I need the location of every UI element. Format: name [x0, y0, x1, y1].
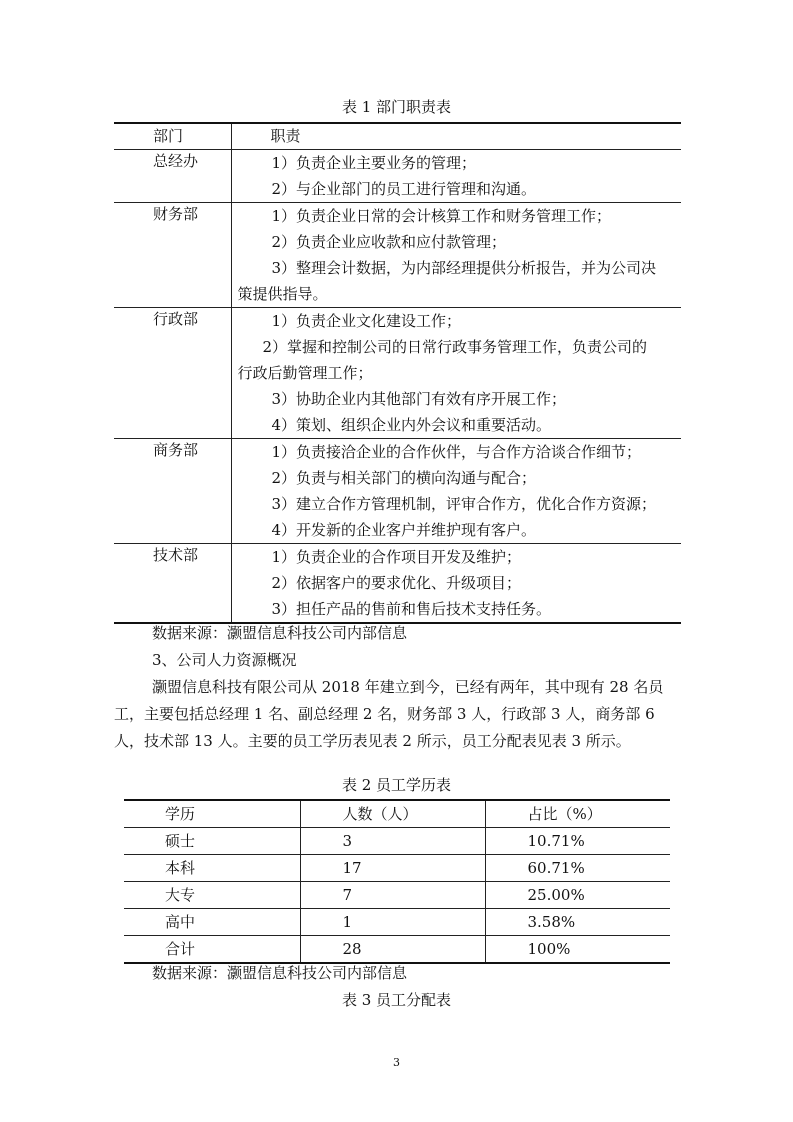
- dept-cell: 商务部: [114, 439, 231, 544]
- paragraph-line: 人，技术部 13 人。主要的员工学历表见表 2 所示，员工分配表见表 3 所示。: [114, 732, 631, 750]
- duty-line: 策提供指导。: [237, 285, 328, 303]
- duty-line: 3）整理会计数据，为内部经理提供分析报告，并为公司决: [271, 259, 657, 277]
- table-cell: 硕士: [124, 828, 300, 855]
- table-row: [124, 909, 670, 936]
- table-cell: 合计: [124, 936, 300, 964]
- header-ratio: 占比（%）: [485, 800, 670, 828]
- table-row: [114, 439, 681, 544]
- table-cell: 25.00%: [485, 882, 670, 909]
- page-number: 3: [393, 1056, 400, 1069]
- table-cell: 高中: [124, 909, 300, 936]
- duty-line: 2）负责与相关部门的横向沟通与配合；: [271, 469, 537, 487]
- table-cell: 7: [300, 882, 485, 909]
- header-education: 学历: [124, 800, 300, 828]
- paragraph-line: 工，主要包括总经理 1 名、副总经理 2 名，财务部 3 人，行政部 3 人，商务部 6: [114, 705, 655, 723]
- table2-caption: 表 2 员工学历表: [341, 776, 452, 794]
- duties-cell: [231, 439, 681, 544]
- dept-cell: 技术部: [114, 544, 231, 624]
- table2-source: 数据来源：灏盟信息科技公司内部信息: [152, 964, 408, 982]
- duty-line: 2）与企业部门的员工进行管理和沟通。: [271, 180, 537, 198]
- dept-cell: 行政部: [114, 308, 231, 439]
- table-row: [114, 203, 681, 308]
- table-row: [124, 882, 670, 909]
- table-cell: 3.58%: [485, 909, 670, 936]
- duty-line: 1）负责企业主要业务的管理；: [271, 154, 477, 172]
- table-cell: 100%: [485, 936, 670, 964]
- duty-line: 4）策划、组织企业内外会议和重要活动。: [271, 416, 552, 434]
- duty-line: 3）建立合作方管理机制，评审合作方，优化合作方资源；: [271, 495, 657, 513]
- duty-line: 2）掌握和控制公司的日常行政事务管理工作，负责公司的: [262, 338, 648, 356]
- table-cell: 10.71%: [485, 828, 670, 855]
- table3-caption: 表 3 员工分配表: [341, 991, 452, 1009]
- table-row: [124, 855, 670, 882]
- table1-source: 数据来源：灏盟信息科技公司内部信息: [152, 624, 408, 642]
- table-header-row: [124, 800, 670, 828]
- duty-line: 1）负责接洽企业的合作伙伴，与合作方洽谈合作细节；: [271, 443, 642, 461]
- department-duties-table: [114, 122, 681, 624]
- duty-line: 1）负责企业文化建设工作；: [271, 312, 462, 330]
- duties-cell: [231, 544, 681, 624]
- header-dept: 部门: [114, 123, 231, 150]
- table-row: [114, 544, 681, 624]
- table-cell: 60.71%: [485, 855, 670, 882]
- duty-line: 3）担任产品的售前和售后技术支持任务。: [271, 600, 552, 618]
- duty-line: 1）负责企业日常的会计核算工作和财务管理工作；: [271, 207, 612, 225]
- duty-line: 1）负责企业的合作项目开发及维护；: [271, 548, 522, 566]
- paragraph-line: 灏盟信息科技有限公司从 2018 年建立到今，已经有两年，其中现有 28 名员: [152, 678, 664, 696]
- header-count: 人数（人）: [300, 800, 485, 828]
- header-duties: 职责: [270, 127, 301, 145]
- duty-line: 2）负责企业应收款和应付款管理；: [271, 233, 507, 251]
- table-cell: 28: [300, 936, 485, 964]
- table-cell: 3: [300, 828, 485, 855]
- table-cell: 17: [300, 855, 485, 882]
- table-header-row: [114, 123, 681, 150]
- table-cell: 本科: [124, 855, 300, 882]
- education-table: [124, 799, 670, 964]
- table-row: [114, 150, 681, 203]
- section-paragraph: [114, 674, 681, 755]
- table-row: [124, 828, 670, 855]
- table-row: [114, 308, 681, 439]
- dept-cell: 总经办: [114, 150, 231, 203]
- table-cell: 大专: [124, 882, 300, 909]
- table1-caption: 表 1 部门职责表: [341, 98, 452, 116]
- section-heading: 3、公司人力资源概况: [152, 651, 297, 669]
- table-row: [124, 936, 670, 964]
- duty-line: 2）依据客户的要求优化、升级项目；: [271, 574, 522, 592]
- duty-line: 行政后勤管理工作；: [237, 364, 373, 382]
- dept-cell: 财务部: [114, 203, 231, 308]
- table-cell: 1: [300, 909, 485, 936]
- duties-cell: [231, 150, 681, 203]
- duties-cell: [231, 308, 681, 439]
- duty-line: 3）协助企业内其他部门有效有序开展工作；: [271, 390, 567, 408]
- duty-line: 4）开发新的企业客户并维护现有客户。: [271, 521, 537, 539]
- duties-cell: [231, 203, 681, 308]
